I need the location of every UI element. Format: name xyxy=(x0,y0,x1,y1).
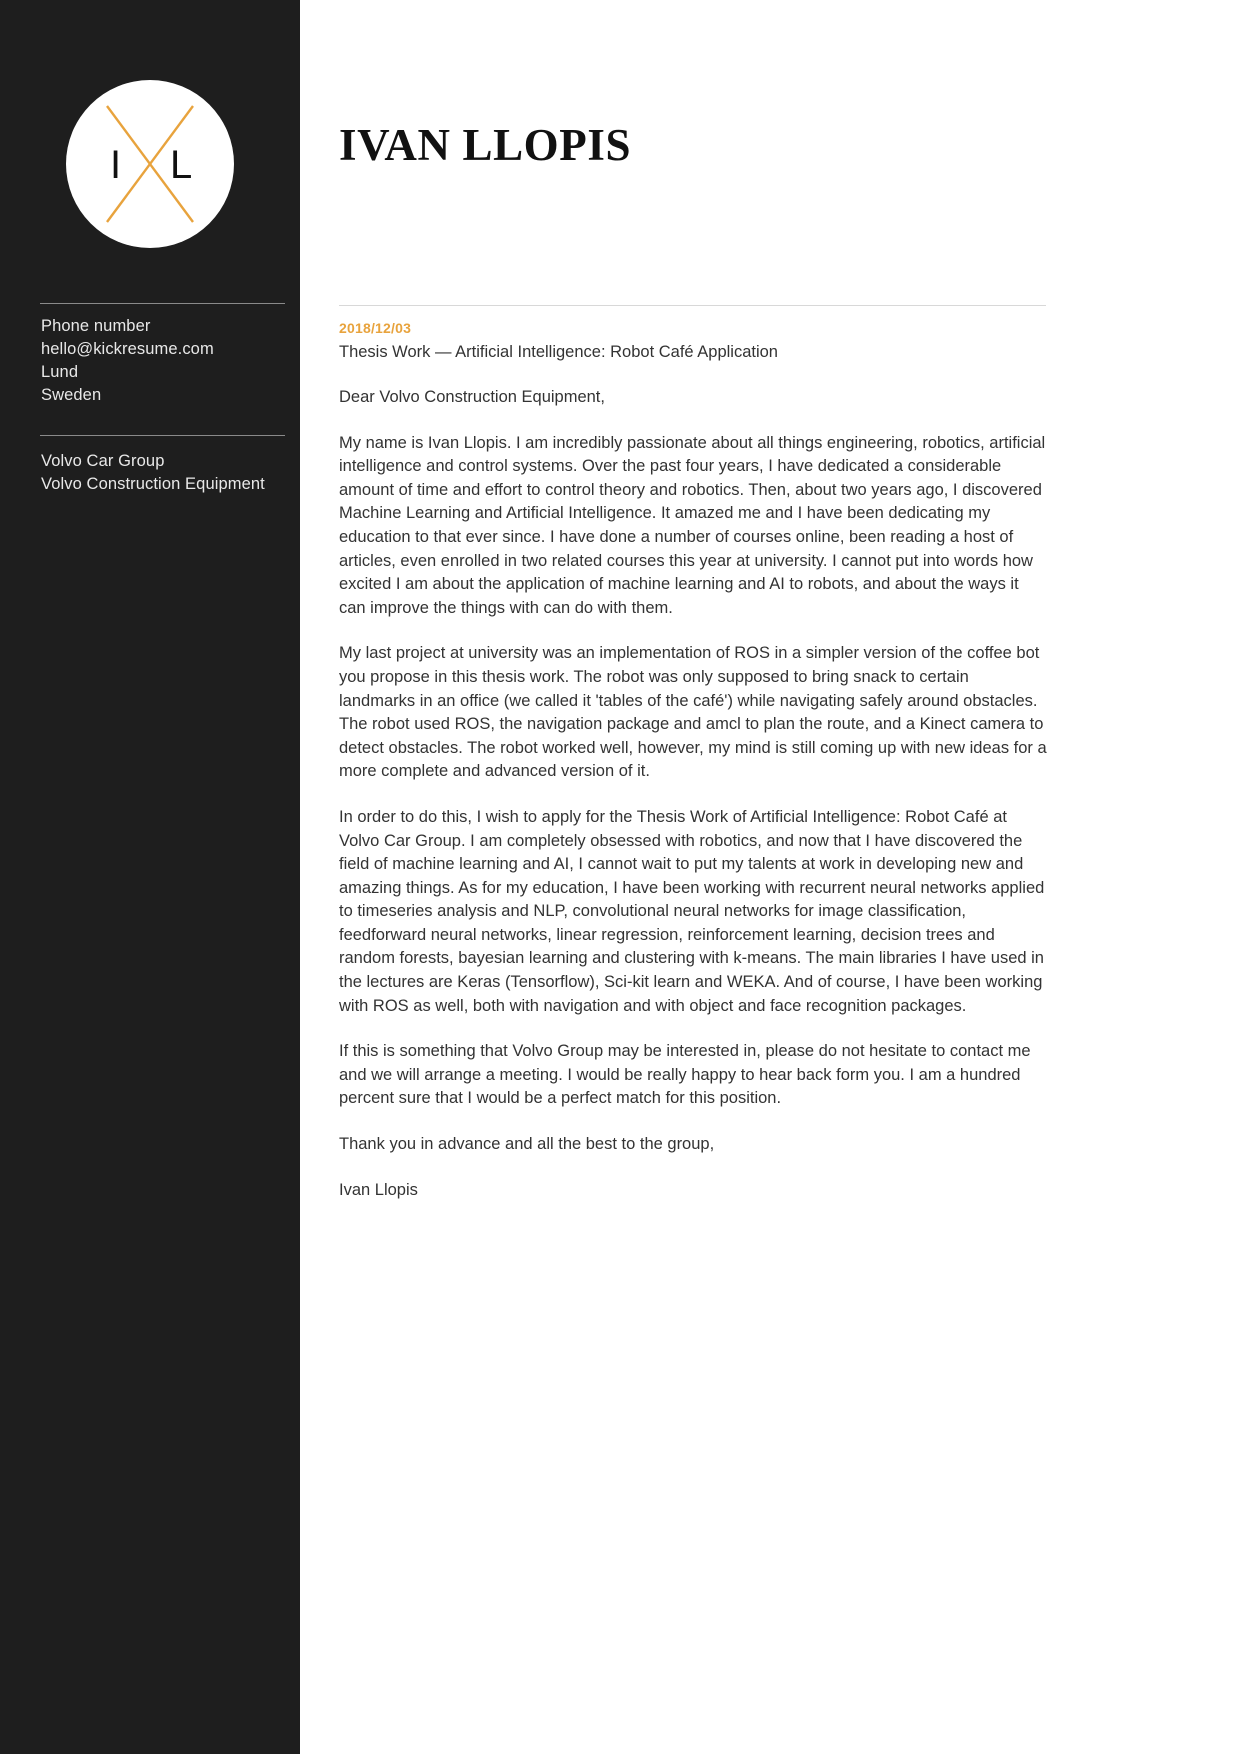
company-list xyxy=(41,450,296,496)
company-item-1: Volvo Car Group xyxy=(41,452,165,470)
letter-content xyxy=(339,318,1049,1202)
logo-initial-left: I xyxy=(110,143,122,187)
sidebar-divider-middle xyxy=(40,435,285,436)
letter-paragraph-2: My last project at university was an implementation of ROS in a simpler version of the coffee bot you propose in this thesis work. The robot was only supposed to bring snack to certain landmarks in an office (we called it 'tables of the café') while navigating safely around obstacles. The robot used ROS, the navigation package and amcl to plan the route, and a Kinect camera to detect obstacles. The robot worked well, however, my mind is still coming up with new ideas for a more complete and advanced version of it. xyxy=(339,644,1047,781)
letter-body xyxy=(300,0,1240,1754)
logo xyxy=(66,80,234,248)
company-item-2: Volvo Construction Equipment xyxy=(41,475,265,493)
letter-paragraph-3: In order to do this, I wish to apply for the Thesis Work of Artificial Intelligence: Robot Café at Volvo Car Group. I am completely obsessed with robotics, and now that I have discovered the field of machine learning and AI, I cannot wait to put my talents at work in developing new and amazing things. As for my education, I have been working with recurrent neural networks applied to timeseries analysis and NLP, convolutional neural networks for image classification, feedforward neural networks, linear regression, reinforcement learning, decision trees and random forests, bayesian learning and clustering with k-means. The main libraries I have used in the lectures are Keras (Tensorflow), Sci-kit learn and WEKA. And of course, I have been working with ROS as well, both with navigation and with object and face recognition packages. xyxy=(339,807,1045,1015)
letter-closing: Thank you in advance and all the best to the group, xyxy=(339,1135,715,1154)
letter-subject: Thesis Work — Artificial Intelligence: Robot Café Application xyxy=(339,343,778,361)
contact-phone: Phone number xyxy=(41,317,151,335)
header-divider xyxy=(339,305,1046,306)
contact-info xyxy=(41,315,291,407)
sidebar-divider-top xyxy=(40,303,285,304)
contact-email[interactable]: hello@kickresume.com xyxy=(41,340,214,358)
letter-paragraph-1: My name is Ivan Llopis. I am incredibly passionate about all things engineering, robotics, artificial intelligence and control systems. Over the past four years, I have dedicated a considerable amount of time and effort to control theory and robotics. Then, about two years ago, I discovered Machine Learning and Artificial Intelligence. It amazed me and I have been dedicating my education to that ever since. I have done a number of courses online, been reading a host of articles, even enrolled in two related courses this year at university. I cannot put into words how excited I am about the application of machine learning and AI to robots, and about the ways it can improve the things with can do with them. xyxy=(339,433,1046,617)
contact-city: Lund xyxy=(41,363,79,381)
letter-signature: Ivan Llopis xyxy=(339,1180,418,1199)
letter-paragraph-4: If this is something that Volvo Group may be interested in, please do not hesitate to contact me and we will arrange a meeting. I would be really happy to hear back form you. I am a hundred percent sure that I would be a perfect match for this position. xyxy=(339,1042,1031,1108)
logo-cross-icon xyxy=(66,80,234,248)
sidebar xyxy=(0,0,300,1754)
logo-circle xyxy=(66,80,234,248)
letter-date: 2018/12/03 xyxy=(339,320,412,336)
page-title: IVAN LLOPIS xyxy=(339,120,632,171)
contact-country: Sweden xyxy=(41,386,102,404)
logo-initial-right: L xyxy=(170,143,193,187)
letter-salutation: Dear Volvo Construction Equipment, xyxy=(339,388,605,406)
